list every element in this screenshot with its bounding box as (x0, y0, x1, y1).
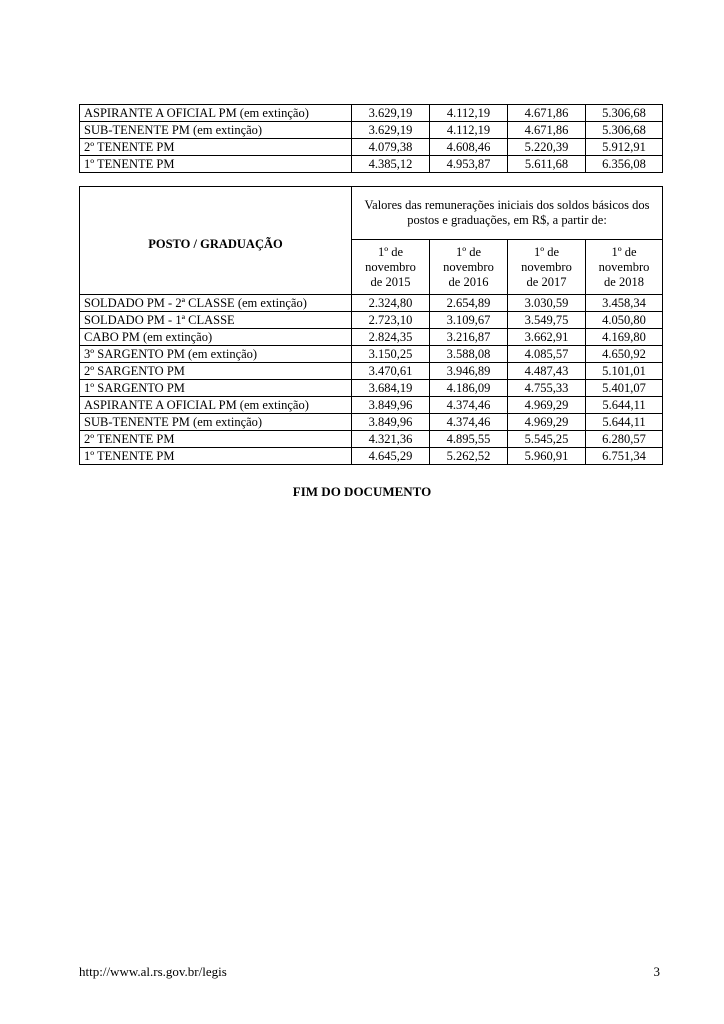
salary-value: 4.186,09 (430, 380, 508, 397)
posto-header: POSTO / GRADUAÇÃO (80, 187, 352, 295)
salary-value: 4.085,57 (508, 346, 586, 363)
rank-label: ASPIRANTE A OFICIAL PM (em extinção) (80, 105, 352, 122)
salary-value: 4.374,46 (430, 397, 508, 414)
salary-value: 6.356,08 (586, 156, 663, 173)
salary-value: 4.050,80 (586, 312, 663, 329)
values-header: Valores das remunerações iniciais dos soldos básicos dos postos e graduações, em R$, a partir de: (352, 187, 663, 240)
date-line: de 2017 (526, 274, 567, 289)
salary-value: 4.169,80 (586, 329, 663, 346)
salary-value: 3.588,08 (430, 346, 508, 363)
table-row (80, 414, 663, 431)
salary-value: 3.458,34 (586, 295, 663, 312)
table-row (80, 156, 663, 173)
salary-value: 5.220,39 (508, 139, 586, 156)
date-header (352, 240, 430, 295)
salary-value: 4.608,46 (430, 139, 508, 156)
date-line: novembro (443, 259, 494, 274)
salary-value: 5.545,25 (508, 431, 586, 448)
date-line: novembro (365, 259, 416, 274)
salary-value: 4.112,19 (430, 122, 508, 139)
salary-value: 3.629,19 (352, 105, 430, 122)
salary-value: 3.629,19 (352, 122, 430, 139)
table-row (80, 295, 663, 312)
end-of-document-title: FIM DO DOCUMENTO (292, 484, 432, 499)
page-number: 3 (653, 964, 660, 979)
salary-value: 3.470,61 (352, 363, 430, 380)
table-row (80, 122, 663, 139)
date-header (430, 240, 508, 295)
salary-value: 4.671,86 (508, 105, 586, 122)
salary-value: 3.662,91 (508, 329, 586, 346)
salary-value: 4.969,29 (508, 414, 586, 431)
salary-value: 4.650,92 (586, 346, 663, 363)
salary-table-continued-body (80, 105, 663, 173)
salary-value: 2.324,80 (352, 295, 430, 312)
salary-value: 4.079,38 (352, 139, 430, 156)
date-line: 1º de (455, 244, 482, 259)
salary-value: 4.112,19 (430, 105, 508, 122)
salary-value: 5.306,68 (586, 122, 663, 139)
salary-value: 3.946,89 (430, 363, 508, 380)
table-row (80, 380, 663, 397)
date-line: novembro (521, 259, 572, 274)
rank-label: 2º TENENTE PM (80, 139, 352, 156)
salary-value: 5.960,91 (508, 448, 586, 465)
salary-value: 3.684,19 (352, 380, 430, 397)
salary-table (79, 186, 663, 465)
salary-value: 3.030,59 (508, 295, 586, 312)
salary-value: 3.216,87 (430, 329, 508, 346)
salary-value: 4.374,46 (430, 414, 508, 431)
salary-value: 3.109,67 (430, 312, 508, 329)
table-row (80, 431, 663, 448)
salary-value: 5.912,91 (586, 139, 663, 156)
date-line: de 2018 (604, 274, 644, 289)
salary-value: 5.644,11 (586, 397, 663, 414)
table-row (80, 448, 663, 465)
rank-label: 1º SARGENTO PM (80, 380, 352, 397)
salary-value: 6.280,57 (586, 431, 663, 448)
rank-label: 2º TENENTE PM (80, 431, 352, 448)
rank-label: 3º SARGENTO PM (em extinção) (80, 346, 352, 363)
salary-value: 4.487,43 (508, 363, 586, 380)
salary-value: 4.385,12 (352, 156, 430, 173)
rank-label: SOLDADO PM - 1ª CLASSE (80, 312, 352, 329)
salary-value: 4.321,36 (352, 431, 430, 448)
table-header-row (80, 187, 663, 240)
date-line: novembro (598, 259, 650, 274)
table-row (80, 139, 663, 156)
salary-value: 3.549,75 (508, 312, 586, 329)
salary-value: 6.751,34 (586, 448, 663, 465)
rank-label: ASPIRANTE A OFICIAL PM (em extinção) (80, 397, 352, 414)
rank-label: 2º SARGENTO PM (80, 363, 352, 380)
salary-table-body (80, 295, 663, 465)
date-line: 1º de (533, 244, 560, 259)
rank-label: 1º TENENTE PM (80, 448, 352, 465)
table-row (80, 312, 663, 329)
rank-label: SUB-TENENTE PM (em extinção) (80, 414, 352, 431)
salary-value: 3.150,25 (352, 346, 430, 363)
rank-label: SUB-TENENTE PM (em extinção) (80, 122, 352, 139)
date-line: de 2015 (370, 274, 411, 289)
salary-value: 5.611,68 (508, 156, 586, 173)
salary-value: 4.895,55 (430, 431, 508, 448)
date-line: de 2016 (448, 274, 489, 289)
salary-table-continued (79, 104, 663, 173)
salary-value: 3.849,96 (352, 397, 430, 414)
salary-value: 3.849,96 (352, 414, 430, 431)
table-row (80, 329, 663, 346)
salary-value: 5.644,11 (586, 414, 663, 431)
salary-value: 4.645,29 (352, 448, 430, 465)
table-row (80, 363, 663, 380)
salary-value: 5.306,68 (586, 105, 663, 122)
date-line: 1º de (611, 244, 637, 259)
table-row (80, 397, 663, 414)
date-header (586, 240, 663, 295)
date-line: 1º de (377, 244, 404, 259)
date-header (508, 240, 586, 295)
rank-label: 1º TENENTE PM (80, 156, 352, 173)
footer-url: http://www.al.rs.gov.br/legis (79, 964, 227, 979)
salary-value: 5.262,52 (430, 448, 508, 465)
salary-value: 5.101,01 (586, 363, 663, 380)
salary-value: 5.401,07 (586, 380, 663, 397)
salary-value: 4.953,87 (430, 156, 508, 173)
rank-label: CABO PM (em extinção) (80, 329, 352, 346)
table-row (80, 105, 663, 122)
salary-value: 2.723,10 (352, 312, 430, 329)
salary-value: 2.654,89 (430, 295, 508, 312)
table-row (80, 346, 663, 363)
salary-value: 4.671,86 (508, 122, 586, 139)
salary-value: 4.969,29 (508, 397, 586, 414)
salary-value: 2.824,35 (352, 329, 430, 346)
rank-label: SOLDADO PM - 2ª CLASSE (em extinção) (80, 295, 352, 312)
salary-value: 4.755,33 (508, 380, 586, 397)
